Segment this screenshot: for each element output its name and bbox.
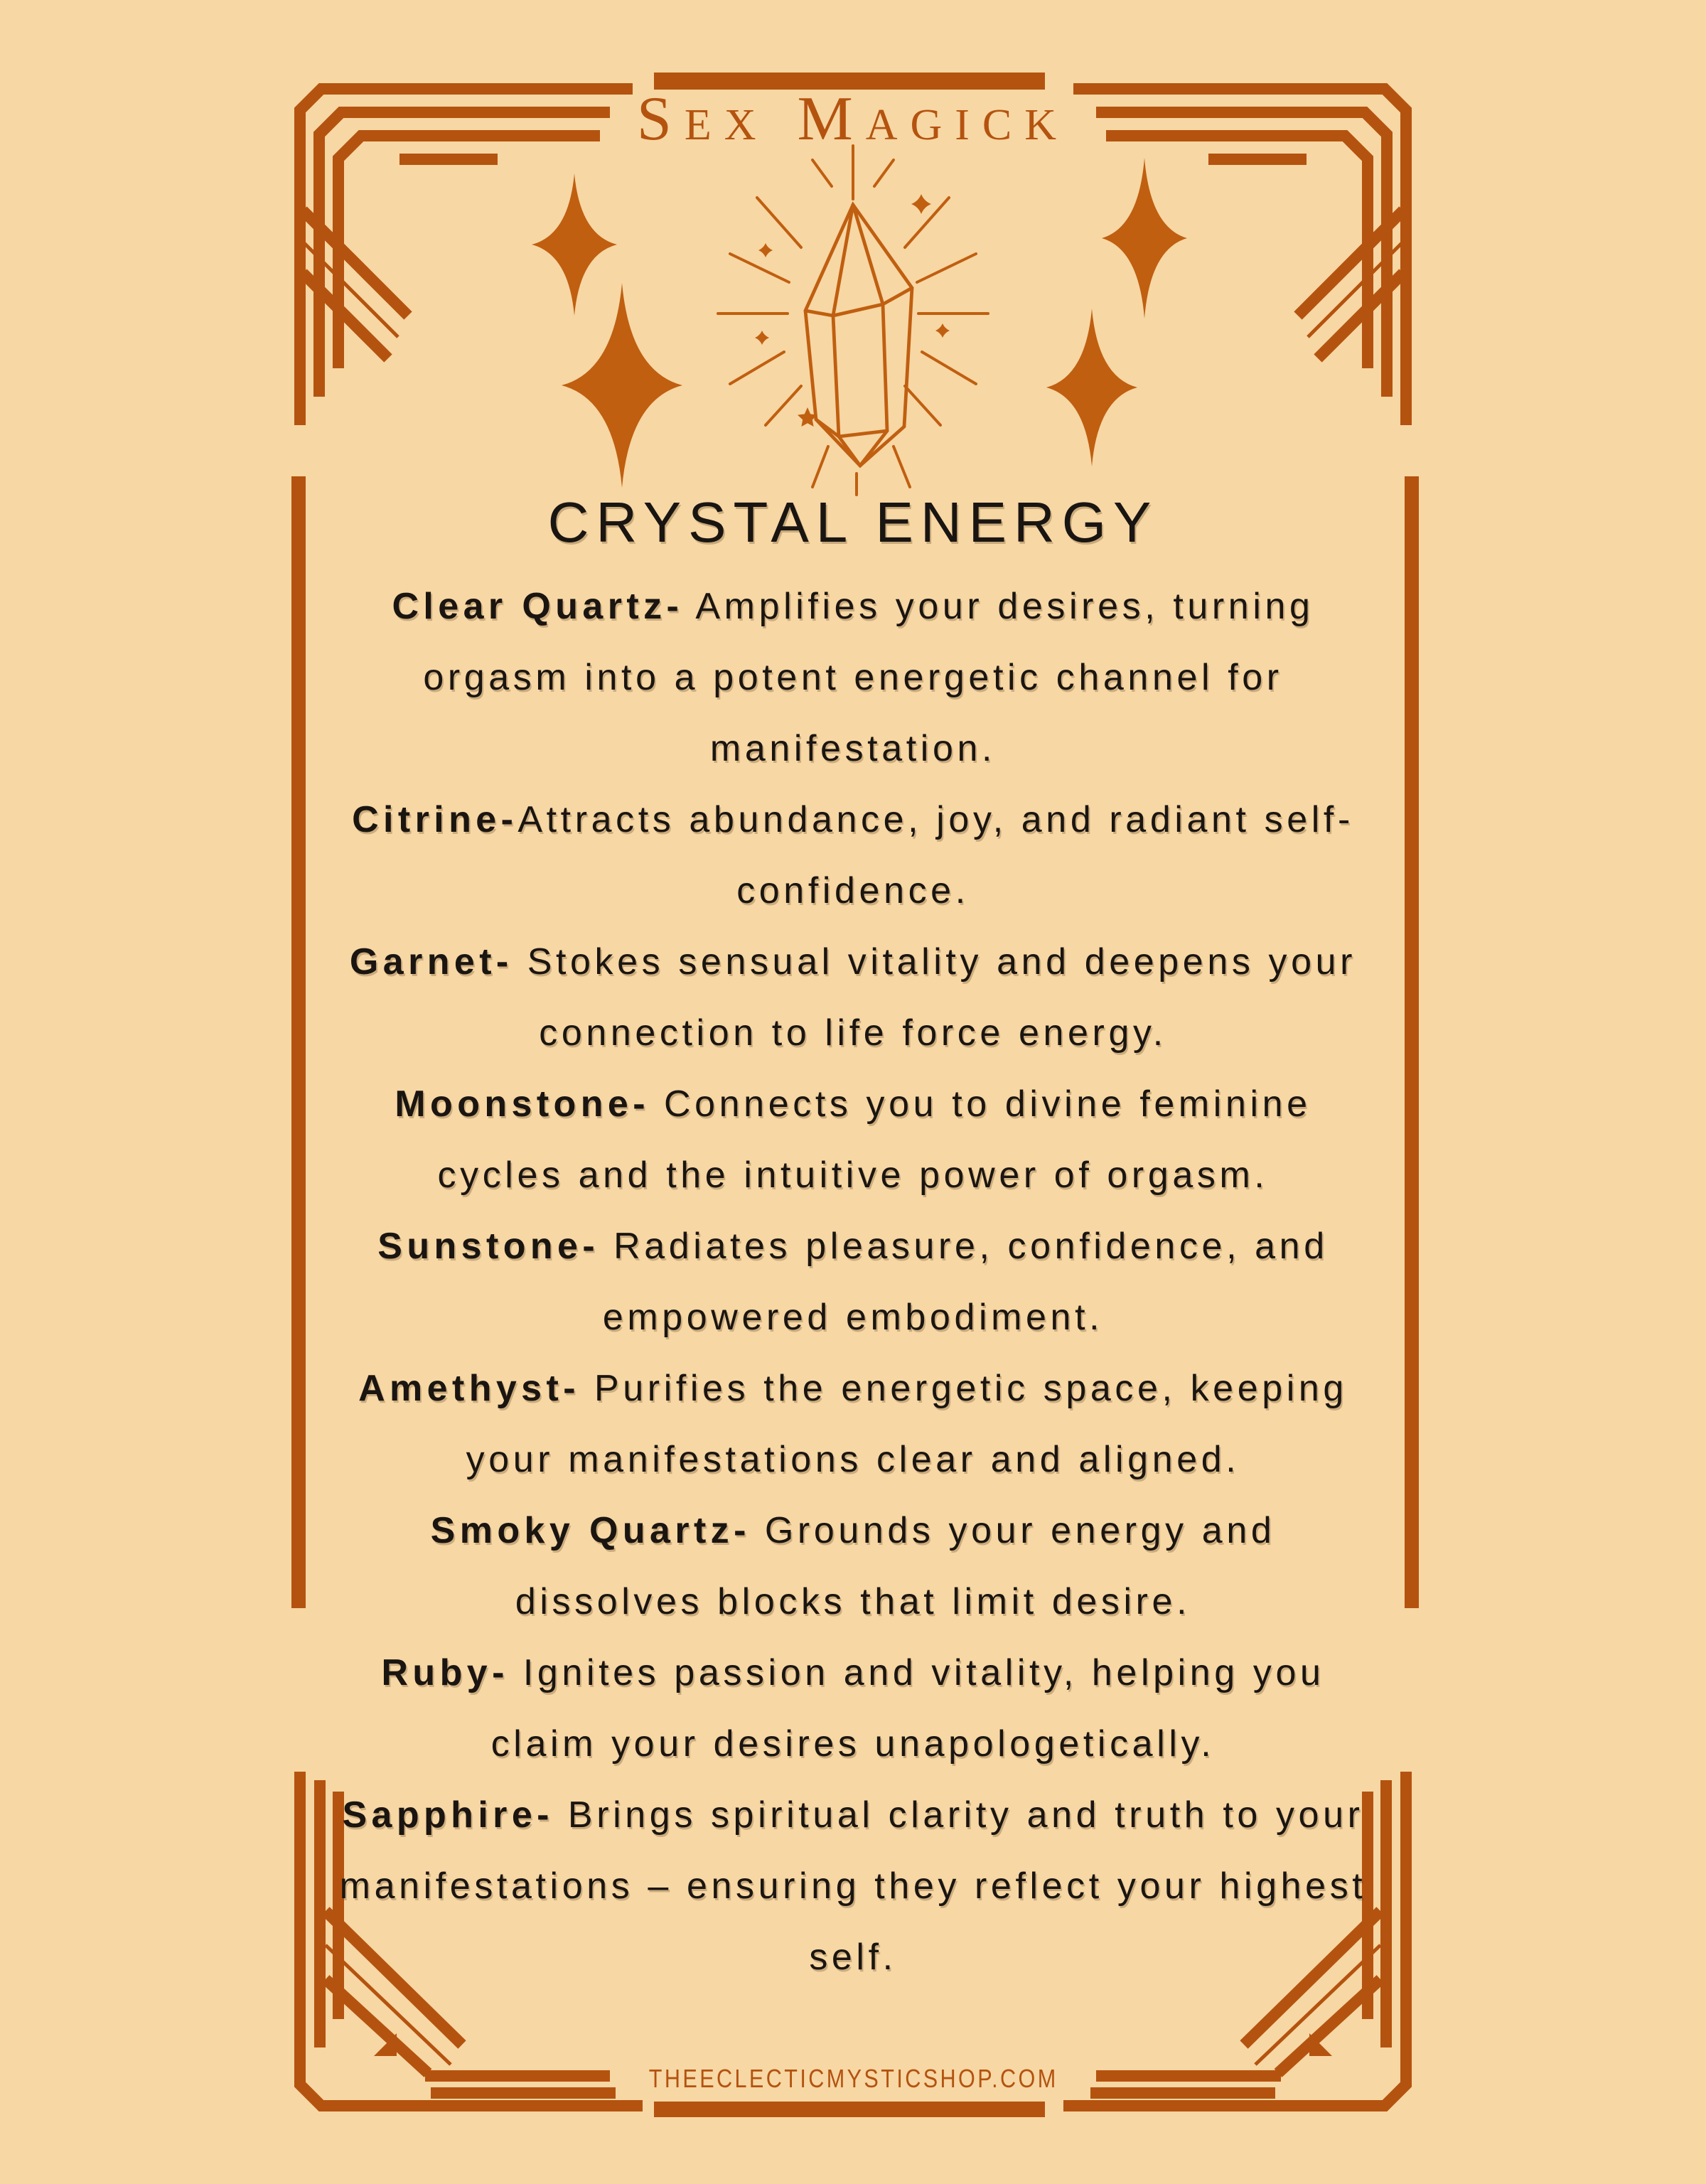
footer-website-text: THEECLECTICMYSTICSHOP.COM bbox=[648, 2065, 1058, 2093]
crystal-entry bbox=[337, 783, 1369, 926]
crystal-name: Ruby- bbox=[381, 1651, 509, 1693]
crystal-description: Amplifies your desires, turning orgasm into a potent energetic channel for manifestation. bbox=[423, 584, 1314, 769]
crystal-name: Clear Quartz- bbox=[392, 584, 684, 627]
crystal-entry bbox=[337, 1352, 1369, 1494]
crystal-name: Sapphire- bbox=[342, 1793, 554, 1836]
left-border-bar bbox=[291, 476, 306, 1608]
crystal-entry bbox=[337, 1779, 1369, 1992]
crystal-description: Stokes sensual vitality and deepens your connection to life force energy. bbox=[513, 940, 1357, 1054]
crystal-entry bbox=[337, 570, 1369, 783]
poster-title: Sex Magick bbox=[636, 84, 1070, 154]
crystal-entry bbox=[337, 1210, 1369, 1352]
crystal-description: Radiates pleasure, confidence, and empowered embodiment. bbox=[599, 1224, 1329, 1338]
crystal-entry bbox=[337, 1494, 1369, 1637]
bottom-accent-bar bbox=[654, 2102, 1045, 2117]
crystal-description: Brings spiritual clarity and truth to your manifestations – ensuring they reflect your highest self. bbox=[339, 1793, 1367, 1978]
sparkle-star-bottom-left-icon bbox=[562, 283, 682, 488]
crystal-name: Amethyst- bbox=[358, 1366, 580, 1409]
crystal-entry bbox=[337, 1637, 1369, 1779]
crystal-description: Attracts abundance, joy, and radiant self-confidence. bbox=[517, 798, 1354, 911]
crystal-name: Smoky Quartz- bbox=[430, 1509, 751, 1551]
section-heading: CRYSTAL ENERGY bbox=[547, 492, 1159, 555]
crystal-entry bbox=[337, 1068, 1369, 1210]
crystal-name: Moonstone- bbox=[395, 1082, 650, 1125]
crystal-description: Purifies the energetic space, keeping your manifestations clear and aligned. bbox=[466, 1366, 1348, 1480]
crystal-name: Sunstone- bbox=[377, 1224, 600, 1267]
crystal-description: Grounds your energy and dissolves blocks that limit desire. bbox=[515, 1509, 1276, 1622]
crystal-entry bbox=[337, 926, 1369, 1068]
sparkle-star-top-right-icon bbox=[1102, 158, 1187, 318]
footer-website bbox=[0, 2065, 1706, 2094]
right-border-bar bbox=[1405, 476, 1419, 1608]
crystal-list bbox=[337, 570, 1369, 1992]
crystal-name: Citrine- bbox=[352, 798, 518, 840]
crystal-name: Garnet- bbox=[349, 940, 513, 983]
crystal-gem-icon bbox=[711, 135, 995, 498]
crystal-description: Connects you to divine feminine cycles and the intuitive power of orgasm. bbox=[437, 1082, 1311, 1196]
crystal-description: Ignites passion and vitality, helping you claim your desires unapologetically. bbox=[490, 1651, 1325, 1765]
sparkle-star-bottom-right-icon bbox=[1046, 309, 1137, 466]
